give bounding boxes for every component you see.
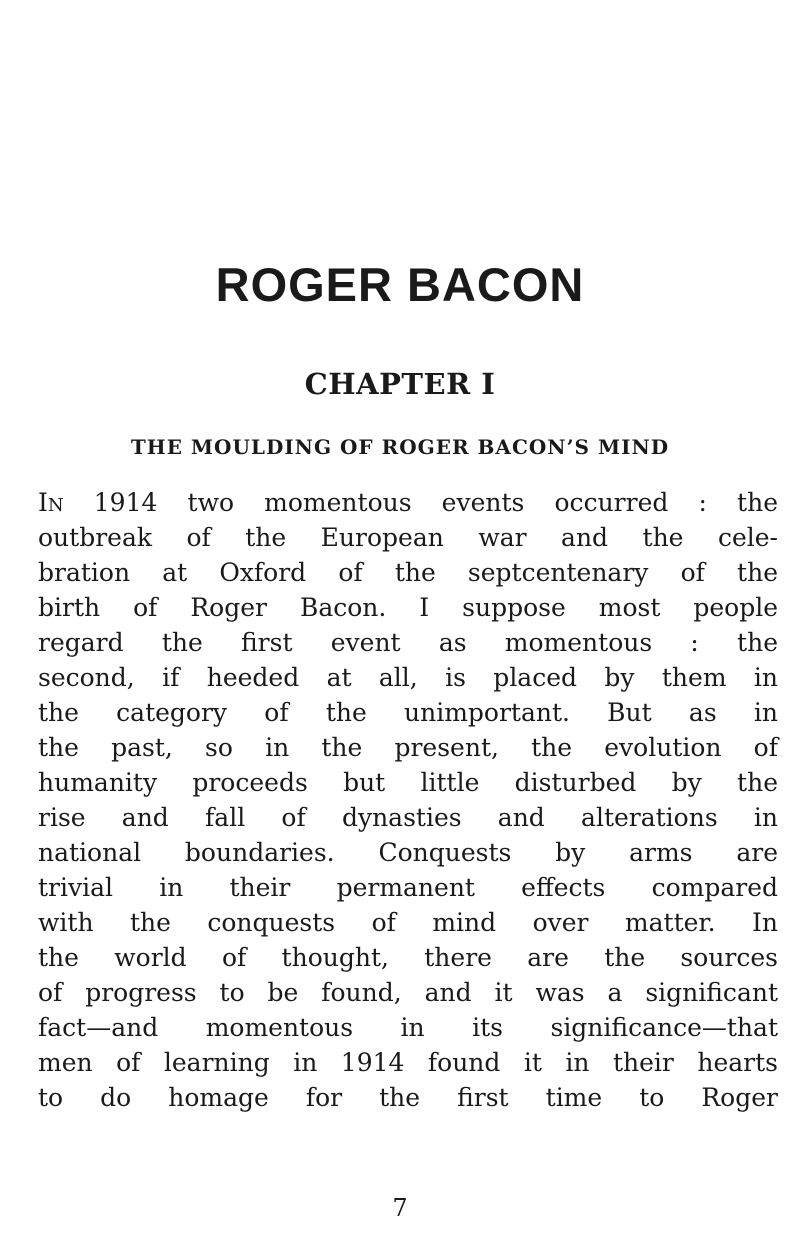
body-paragraph bbox=[38, 485, 778, 1115]
paragraph-line: fact—and momentous in its significance—that bbox=[38, 1013, 778, 1042]
paragraph-line: birth of Roger Bacon. I suppose most people bbox=[38, 593, 778, 622]
paragraph-line: humanity proceeds but little disturbed by the bbox=[38, 768, 778, 797]
opening-word: In bbox=[38, 488, 64, 517]
paragraph-line: trivial in their permanent effects compared bbox=[38, 873, 778, 902]
paragraph-line: the world of thought, there are the sources bbox=[38, 943, 778, 972]
paragraph-line: national boundaries. Conquests by arms are bbox=[38, 838, 778, 867]
paragraph-line: regard the first event as momentous : the bbox=[38, 628, 778, 657]
paragraph-line: rise and fall of dynasties and alterations in bbox=[38, 803, 778, 832]
page-number: 7 bbox=[392, 1194, 408, 1222]
paragraph-line-text: 1914 two momentous events occurred : the bbox=[63, 488, 778, 517]
chapter-title: THE MOULDING OF ROGER BACON’S MIND bbox=[130, 435, 670, 459]
paragraph-line: outbreak of the European war and the cele- bbox=[38, 523, 778, 552]
paragraph-line: men of learning in 1914 found it in their hearts bbox=[38, 1048, 778, 1077]
paragraph-line: the past, so in the present, the evolution of bbox=[38, 733, 778, 762]
paragraph-line: of progress to be found, and it was a significant bbox=[38, 978, 778, 1007]
chapter-heading: CHAPTER I bbox=[304, 367, 496, 401]
paragraph-line: with the conquests of mind over matter. In bbox=[38, 908, 778, 937]
paragraph-line-1 bbox=[38, 485, 778, 520]
paragraph-line: bration at Oxford of the septcentenary of the bbox=[38, 558, 778, 587]
paragraph-line: second, if heeded at all, is placed by them in bbox=[38, 663, 778, 692]
paragraph-line: the category of the unimportant. But as in bbox=[38, 698, 778, 727]
paragraph-line: to do homage for the first time to Roger bbox=[38, 1083, 778, 1112]
book-title: ROGER BACON bbox=[215, 258, 585, 311]
